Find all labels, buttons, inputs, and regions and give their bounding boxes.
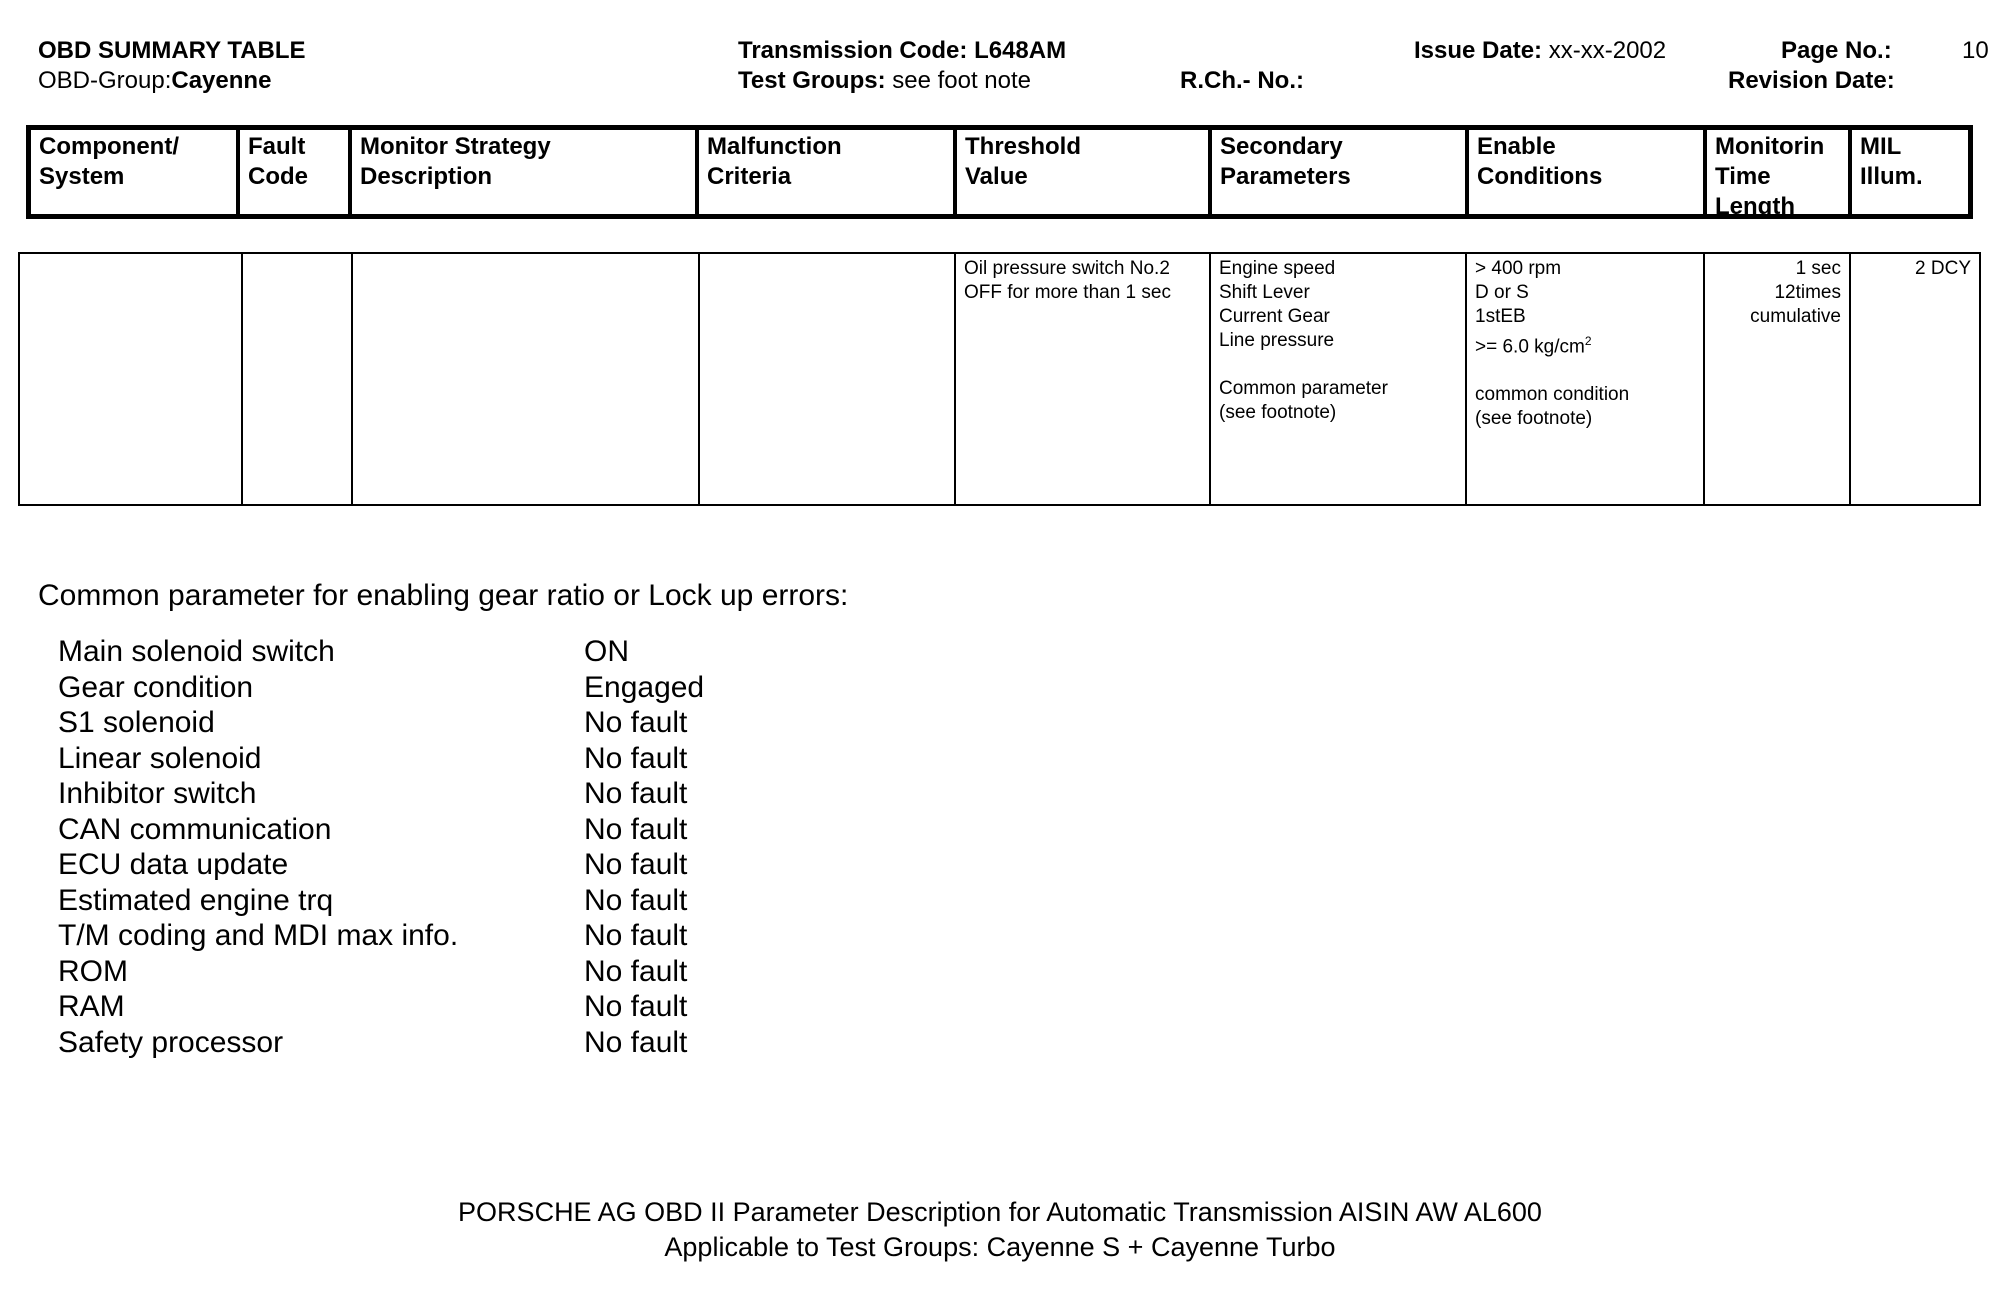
parameter-value: No fault: [584, 919, 688, 952]
parameter-value: No fault: [584, 812, 688, 846]
parameter-value: ON: [584, 635, 629, 668]
time-line: 12times: [1774, 282, 1841, 303]
issue-date-value: xx-xx-2002: [1548, 37, 1667, 64]
rch-number-label: R.Ch.- No.:: [1180, 67, 1304, 94]
enable-line: > 400 rpm: [1475, 258, 1562, 279]
cell-secondary-parameters: [1209, 254, 1465, 504]
secondary-line: Engine speed: [1219, 258, 1336, 279]
column-header-mil-illum: MIL Illum.: [1848, 130, 1968, 214]
footer-line-1: PORSCHE AG OBD II Parameter Description for Automatic Transmission AISIN AW AL600: [458, 1197, 1542, 1227]
cell-component: [20, 254, 241, 504]
parameter-name: Gear condition: [58, 670, 254, 704]
secondary-line: (see footnote): [1219, 402, 1337, 423]
enable-line: (see footnote): [1475, 408, 1593, 430]
common-parameter-title: Common parameter for enabling gear ratio or Lock up errors:: [38, 579, 849, 612]
cell-threshold-value: [954, 254, 1209, 504]
secondary-line: Shift Lever: [1219, 282, 1310, 303]
obd-group: [38, 66, 271, 96]
data-row-table: [18, 252, 1981, 506]
parameter-value: No fault: [584, 741, 688, 775]
parameter-value: No fault: [584, 990, 688, 1023]
secondary-line: Line pressure: [1219, 330, 1335, 351]
parameter-name: Estimated engine trq: [58, 883, 334, 917]
page-number-value: 10: [1962, 37, 1989, 64]
parameter-name: ECU data update: [58, 848, 289, 881]
obd-group-value: Cayenne: [171, 67, 272, 94]
parameter-name: CAN communication: [58, 812, 332, 846]
parameter-value: No fault: [584, 706, 688, 739]
time-line: 1 sec: [1795, 258, 1841, 279]
enable-line: D or S: [1475, 282, 1529, 303]
cell-malfunction-criteria: [698, 254, 954, 504]
cell-monitor-strategy: [351, 254, 698, 504]
issue-date: [1414, 36, 1666, 66]
column-header-secondary-parameters: Secondary Parameters: [1208, 130, 1465, 214]
column-header-monitor-strategy: Monitor Strategy Description: [348, 130, 695, 214]
parameter-name: Main solenoid switch: [58, 635, 335, 668]
parameter-name: Linear solenoid: [58, 741, 262, 775]
enable-line-pressure-text: >= 6.0 kg/cm: [1475, 336, 1585, 358]
column-header-component: Component/ System: [39, 133, 179, 190]
enable-line: 1stEB: [1475, 306, 1526, 327]
column-header-enable-conditions: Enable Conditions: [1465, 130, 1703, 214]
threshold-line: OFF for more than 1 sec: [964, 282, 1171, 303]
column-header-threshold-value: Threshold Value: [953, 130, 1208, 214]
threshold-line: Oil pressure switch No.2: [964, 258, 1170, 279]
time-line: cumulative: [1750, 306, 1841, 327]
parameter-value: No fault: [584, 848, 688, 881]
obd-group-label: OBD-Group:: [38, 67, 172, 94]
column-header-fault-code: Fault Code: [236, 130, 348, 214]
common-parameter-list: [58, 634, 858, 1064]
parameter-name: RAM: [58, 990, 125, 1023]
test-groups-value: see foot note: [892, 67, 1032, 94]
revision-date-label: Revision Date:: [1728, 67, 1895, 94]
transmission-code: [738, 36, 1066, 66]
cell-mil-illum: [1849, 254, 1979, 504]
secondary-line: [1219, 353, 1457, 377]
secondary-line: Common parameter: [1219, 378, 1388, 399]
mil-value: 2 DCY: [1915, 258, 1971, 279]
parameter-value: No fault: [584, 1025, 688, 1059]
column-header-table: [26, 125, 1973, 219]
document-title: OBD SUMMARY TABLE: [38, 37, 306, 64]
parameter-name: ROM: [58, 954, 128, 988]
enable-line: common condition: [1475, 384, 1630, 406]
footer-line-2: Applicable to Test Groups: Cayenne S + Cayenne Turbo: [664, 1232, 1336, 1262]
cell-fault-code: [241, 254, 351, 504]
enable-line: [1475, 359, 1695, 383]
parameter-name: T/M coding and MDI max info.: [58, 919, 459, 952]
transmission-code-label: Transmission Code:: [738, 37, 968, 64]
transmission-code-value: L648AM: [974, 37, 1067, 64]
parameter-value: No fault: [584, 883, 688, 917]
test-groups: [738, 66, 1031, 96]
parameter-value: No fault: [584, 954, 688, 988]
parameter-value: Engaged: [584, 670, 705, 704]
column-header-malfunction-criteria: Malfunction Criteria: [695, 130, 953, 214]
enable-line: [1475, 329, 1695, 359]
cell-enable-conditions: [1465, 254, 1703, 504]
parameter-value: No fault: [584, 777, 688, 810]
cell-monitoring-time: [1703, 254, 1849, 504]
enable-line-superscript: 2: [1584, 334, 1592, 348]
test-groups-label: Test Groups:: [738, 67, 886, 94]
parameter-name: S1 solenoid: [58, 706, 215, 739]
parameter-name: Inhibitor switch: [58, 777, 257, 810]
column-header-monitoring-time: Monitorin Time Length: [1703, 130, 1848, 214]
issue-date-label: Issue Date:: [1414, 37, 1543, 64]
page-number-label: Page No.:: [1781, 37, 1892, 64]
secondary-line: Current Gear: [1219, 306, 1330, 327]
parameter-name: Safety processor: [58, 1025, 284, 1059]
